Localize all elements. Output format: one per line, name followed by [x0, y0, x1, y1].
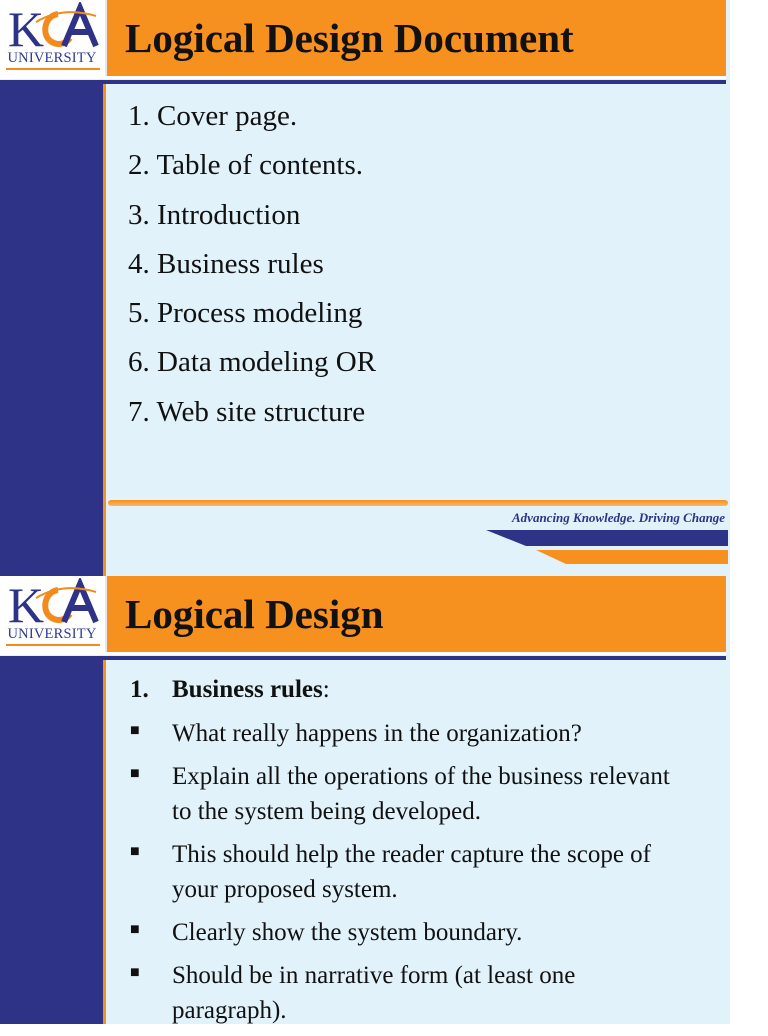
university-logo [0, 576, 107, 652]
svg-text:K: K [8, 578, 41, 628]
footer-tagline: Advancing Knowledge. Driving Change [512, 510, 726, 525]
list-item [130, 716, 690, 751]
square-bullet-icon: ■ [130, 765, 140, 782]
list-item: 1. Cover page. [128, 100, 298, 132]
logo-university-text: UNIVERSITY [7, 626, 97, 642]
kca-logo-icon [6, 2, 100, 52]
square-bullet-icon: ■ [130, 964, 140, 981]
bullet-text: What really happens in the organization? [172, 720, 582, 747]
slide-sidebar-edge [103, 84, 106, 576]
svg-text:K: K [8, 2, 41, 52]
slide-sidebar-edge [103, 660, 106, 1024]
section-number: 1. [130, 676, 149, 703]
square-bullet-icon: ■ [130, 843, 140, 860]
square-bullet-icon: ■ [130, 722, 140, 739]
list-item: 7. Web site structure [128, 395, 366, 428]
list-item [130, 759, 690, 829]
title-bar [107, 0, 726, 76]
list-item: 6. Data modeling OR [128, 346, 377, 379]
title-divider [0, 656, 726, 660]
list-item: 2. Table of contents. [128, 149, 364, 182]
slide-title: Logical Design Document [125, 15, 574, 61]
list-item [130, 958, 690, 1028]
list-item: 5. Process modeling [128, 297, 363, 330]
section-label: Business rules [172, 676, 323, 703]
section-suffix: : [322, 676, 330, 703]
university-logo [0, 0, 107, 76]
bullet-text: This should help the reader capture the scope of your proposed system. [172, 841, 651, 903]
square-bullet-icon: ■ [130, 921, 140, 938]
list-item [130, 837, 690, 907]
slide-title: Logical Design [125, 591, 384, 637]
contents-list [128, 98, 376, 443]
logo-university-text: UNIVERSITY [7, 50, 97, 66]
bullet-text: Clearly show the system boundary. [172, 919, 523, 946]
bullet-text: Should be in narrative form (at least one paragraph). [172, 962, 576, 1024]
title-divider [0, 80, 726, 84]
kca-logo-icon [6, 578, 100, 628]
slide-sidebar [0, 84, 103, 576]
title-divider-light [0, 76, 726, 79]
logo-underline [6, 68, 100, 70]
bullet-list [130, 716, 690, 1036]
list-item [130, 915, 690, 950]
section-heading [130, 676, 330, 704]
footer-swoosh-icon [486, 528, 728, 568]
slide-sidebar [0, 660, 103, 1024]
title-divider-light [0, 652, 726, 655]
list-item: 3. Introduction [128, 198, 301, 231]
slide-logical-design [0, 576, 730, 1024]
bullet-text: Explain all the operations of the business relevant to the system being developed. [172, 763, 670, 825]
list-item: 4. Business rules [128, 247, 324, 280]
logo-underline [6, 644, 100, 646]
footer-rule [108, 500, 728, 506]
title-bar [107, 576, 726, 652]
